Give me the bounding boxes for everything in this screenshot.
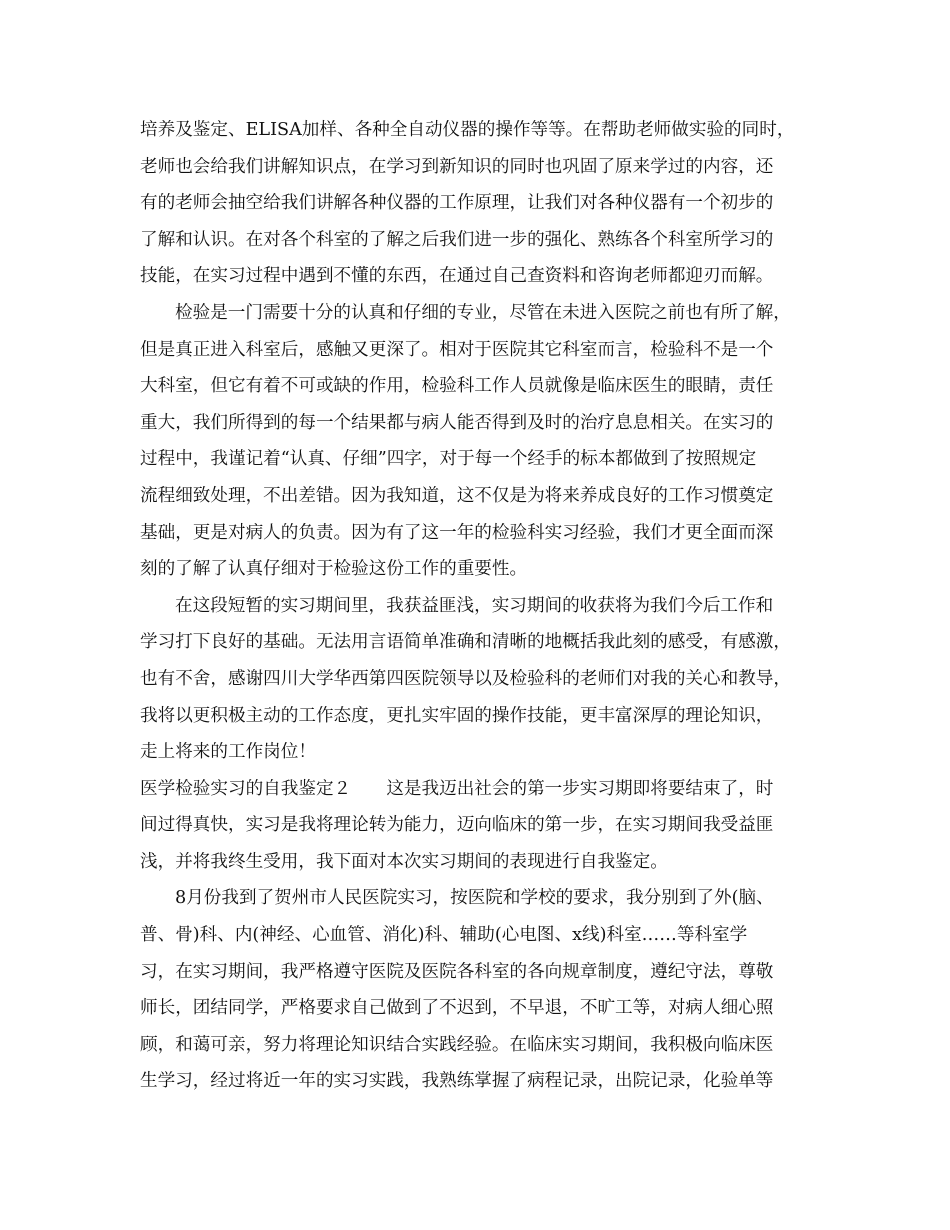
text-line: 生学习，经过将近一年的实习实践，我熟练掌握了病程记录，出院记录，化验单等	[140, 1071, 774, 1092]
text-line: 浅，并将我终生受用，我下面对本次实习期间的表现进行自我鉴定。	[140, 851, 668, 872]
section-heading-line: 医学检验实习的自我鉴定２ 这是我迈出社会的第一步实习期即将要结束了，时	[140, 778, 774, 799]
text-line: 普、骨)科、内(神经、心血管、消化)科、辅助(心电图、x线)科室……等科室学	[140, 925, 748, 946]
text-line: 重大，我们所得到的每一个结果都与病人能否得到及时的治疗息息相关。在实习的	[140, 412, 774, 433]
text-line: 老师也会给我们讲解知识点，在学习到新知识的同时也巩固了原来学过的内容，还	[140, 156, 774, 177]
text-line: 学习打下良好的基础。无法用言语简单准确和清晰的地概括我此刻的感受，有感激，	[140, 632, 791, 653]
text-line: 习，在实习期间，我严格遵守医院及医院各科室的各向规章制度，遵纪守法，尊敬	[140, 961, 774, 982]
text-line: 基础，更是对病人的负责。因为有了这一年的检验科实习经验，我们才更全面而深	[140, 522, 774, 543]
text-line: 我将以更积极主动的工作态度，更扎实牢固的操作技能，更丰富深厚的理论知识，	[140, 705, 774, 726]
text-line: 师长，团结同学，严格要求自己做到了不迟到，不早退，不旷工等，对病人细心照	[140, 998, 774, 1019]
text-line: 培养及鉴定、ELISA加样、各种全自动仪器的操作等等。在帮助老师做实验的同时，	[140, 120, 795, 140]
text-line: 技能，在实习过程中遇到不懂的东西，在通过自己查资料和咨询老师都迎刃而解。	[140, 266, 774, 287]
text-line: 流程细致处理，不出差错。因为我知道，这不仅是为将来养成良好的工作习惯奠定	[140, 485, 774, 506]
text-line: 也有不舍，感谢四川大学华西第四医院领导以及检验科的老师们对我的关心和教导，	[140, 668, 791, 689]
text-line: 刻的了解了认真仔细对于检验这份工作的重要性。	[140, 559, 528, 580]
text-line: 间过得真快，实习是我将理论转为能力，迈向临床的第一步，在实习期间我受益匪	[140, 815, 774, 836]
paragraph-first-line: 检验是一门需要十分的认真和仔细的专业，尽管在未进入医院之前也有所了解，	[175, 302, 791, 323]
text-line: 有的老师会抽空给我们讲解各种仪器的工作原理，让我们对各种仪器有一个初步的	[140, 193, 774, 214]
paragraph-first-line: 在这段短暂的实习期间里，我获益匪浅，实习期间的收获将为我们今后工作和	[175, 595, 774, 616]
text-line: 过程中，我谨记着“认真、仔细”四字，对于每一个经手的标本都做到了按照规定	[140, 449, 757, 470]
text-line: 大科室，但它有着不可或缺的作用，检验科工作人员就像是临床医生的眼睛，责任	[140, 376, 774, 397]
text-line: 了解和认识。在对各个科室的了解之后我们进一步的强化、熟练各个科室所学习的	[140, 229, 774, 250]
paragraph-first-line: 8月份我到了贺州市人民医院实习，按医院和学校的要求，我分别到了外(脑、	[175, 888, 774, 909]
document-body	[140, 112, 820, 1100]
text-line: 走上将来的工作岗位！	[140, 742, 316, 763]
text-line: 但是真正进入科室后，感触又更深了。相对于医院其它科室而言，检验科不是一个	[140, 339, 774, 360]
text-line: 顾，和蔼可亲，努力将理论知识结合实践经验。在临床实习期间，我积极向临床医	[140, 1034, 774, 1055]
